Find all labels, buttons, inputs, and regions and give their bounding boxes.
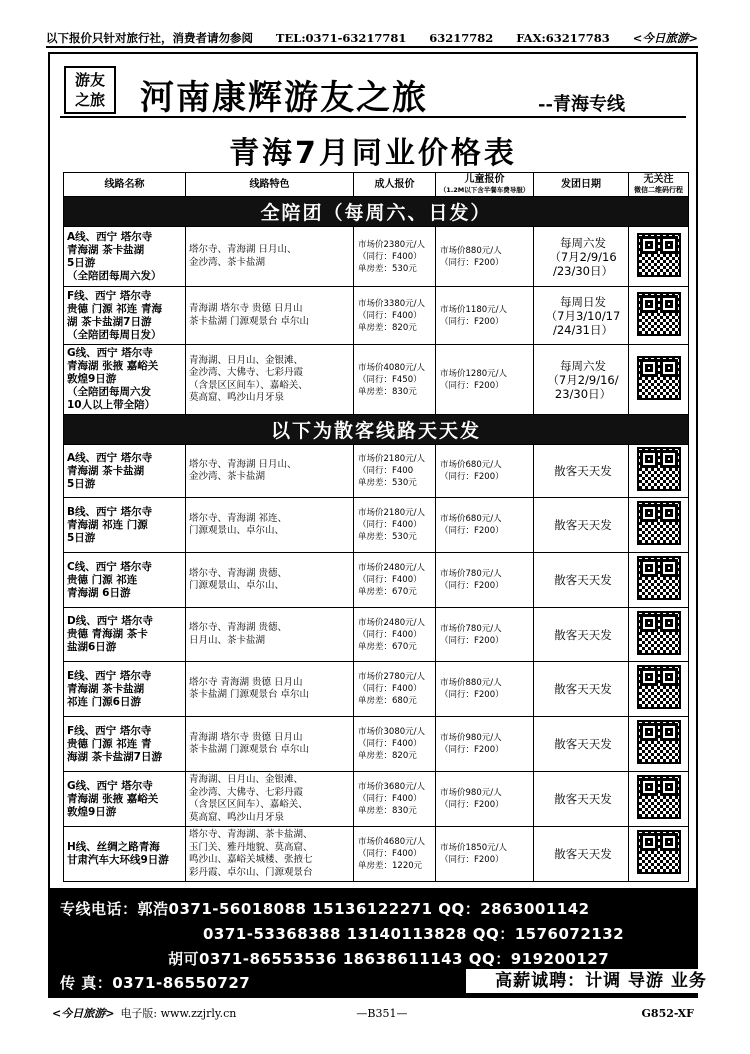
adult-price-line: 市场价2180元/人: [358, 454, 425, 464]
route-feature-line: 莫高窟、鸣沙山月牙泉: [189, 392, 285, 403]
route-name-line: 10人以上带全陪）: [67, 399, 156, 411]
route-name-line: 贵德 门源 祁连: [67, 573, 138, 586]
route-feature: [186, 717, 354, 772]
col-header-child-note: （1.2M以下含半餐车费导服）: [439, 185, 530, 194]
recruit-banner: 高薪诚聘：计调 导游 业务: [466, 969, 736, 993]
child-price-line: 市场价1180元/人: [440, 304, 507, 315]
qr-code-icon[interactable]: [637, 830, 681, 874]
adult-price-line: （同行：F400）: [358, 684, 422, 694]
child-price: [436, 608, 534, 662]
child-price-line: 市场价1850元/人: [440, 843, 507, 853]
col-header-qr: [629, 173, 689, 197]
adult-price-line: （同行：F400）: [358, 310, 422, 321]
route-feature-line: 茶卡盐湖 门源观景台 卓尔山: [189, 744, 310, 755]
qr-code-icon[interactable]: [637, 233, 681, 277]
departure-date: [534, 717, 629, 772]
qr-cell: [629, 553, 689, 608]
route-feature-line: 彩丹霞、卓尔山、门源观景台: [189, 866, 313, 878]
table-row: [64, 553, 689, 608]
route-name-line: （全陪团每周日发）: [67, 328, 162, 341]
adult-price-line: （同行：F400）: [358, 520, 422, 530]
adult-price-line: （同行：F400）: [358, 739, 422, 749]
departure-date: [534, 445, 629, 498]
route-name-line: （全陪团每周六发）: [67, 269, 162, 282]
route-name-line: G线、西宁 塔尔寺: [67, 347, 153, 359]
child-price-line: （同行：F200）: [440, 257, 504, 268]
route-name-line: 5日游: [67, 477, 96, 490]
hotline-label: 专线电话：: [60, 900, 138, 918]
route-name: [64, 717, 186, 772]
route-name: [64, 345, 186, 415]
specialty-label: --青海专线: [538, 94, 625, 115]
route-feature: [186, 608, 354, 662]
qr-cell: [629, 345, 689, 415]
adult-price: [354, 445, 436, 498]
qr-cell: [629, 827, 689, 882]
route-feature-line: 日月山、茶卡盐湖: [189, 634, 266, 646]
adult-price-line: 单房差：670元: [358, 587, 417, 597]
adult-price-line: 单房差：1220元: [358, 861, 423, 871]
departure-date-line: 每周日发: [560, 294, 606, 309]
section-heading-row: [64, 197, 689, 227]
child-price-line: （同行：F200）: [440, 581, 504, 591]
table-row: [64, 772, 689, 827]
table-row: [64, 827, 689, 882]
route-name-line: 5日游: [67, 531, 96, 544]
tel-text: TEL:0371-63217781: [275, 31, 407, 45]
route-feature-line: 玉门关、雅丹地貌、莫高窟、: [189, 841, 313, 853]
child-price-line: 市场价680元/人: [440, 514, 502, 524]
qr-code-icon[interactable]: [637, 720, 681, 764]
section-heading: 全陪团（每周六、日发）: [64, 197, 689, 227]
adult-price-line: 单房差：820元: [358, 751, 417, 761]
adult-price-line: 单房差：820元: [358, 322, 417, 333]
logo-text-top: 游友: [74, 71, 105, 89]
company-logo: [64, 66, 116, 114]
departure-date: [534, 287, 629, 345]
qr-code-icon[interactable]: [637, 611, 681, 655]
qr-cell: [629, 772, 689, 827]
route-name-line: 敦煌9日游: [67, 373, 117, 385]
adult-price: [354, 287, 436, 345]
route-feature-line: 青海湖、日月山、金银滩、: [189, 354, 304, 366]
route-feature: [186, 827, 354, 882]
route-name-line: 海湖 茶卡盐湖7日游: [67, 750, 162, 763]
logo-text-bottom: 之旅: [74, 91, 105, 109]
qr-cell: [629, 662, 689, 717]
departure-date-line: （7月2/9/16/: [547, 372, 619, 387]
route-name-line: 5日游: [67, 256, 96, 269]
adult-price-line: 单房差：670元: [358, 641, 417, 652]
adult-price-line: （同行：F450）: [358, 374, 422, 385]
qr-cell: [629, 608, 689, 662]
fax-text: FAX:63217783: [516, 31, 610, 45]
route-name-line: F线、西宁 塔尔寺: [67, 724, 152, 737]
route-name-line: 湖 茶卡盐湖7日游: [67, 315, 152, 328]
table-row: [64, 445, 689, 498]
route-name-line: （全陪团每周六发: [67, 386, 151, 398]
adult-price-line: （同行：F400）: [358, 849, 422, 859]
route-feature-line: 茶卡盐湖 门源观景台 卓尔山: [189, 315, 310, 327]
departure-date: [534, 662, 629, 717]
child-price-line: 市场价980元/人: [440, 733, 502, 743]
table-row: [64, 608, 689, 662]
adult-price-line: 市场价2480元/人: [358, 563, 425, 573]
col-header-child: [436, 173, 534, 197]
departure-date-line: 每周六发: [560, 235, 606, 250]
child-price: [436, 662, 534, 717]
adult-price-line: 市场价2380元/人: [358, 239, 425, 250]
adult-price-line: （同行：F400）: [358, 575, 422, 585]
table-row: [64, 287, 689, 345]
child-price-line: （同行：F200）: [440, 472, 504, 482]
adult-price: [354, 827, 436, 882]
departure-date: [534, 553, 629, 608]
route-feature-line: 金沙湾、大佛寺、七彩丹霞: [189, 367, 304, 378]
adult-price-line: （同行：F400: [358, 466, 414, 476]
route-feature-line: （含景区区间车）、嘉峪关、: [189, 799, 308, 810]
route-name-line: 贵德 门源 祁连 青海: [67, 302, 162, 315]
route-feature-line: 塔尔寺 青海湖 贵德 日月山: [189, 676, 303, 688]
route-name-line: 青海湖 祁连 门源: [67, 518, 148, 531]
contact-footer: [48, 888, 707, 998]
adult-price-line: 市场价2780元/人: [358, 672, 425, 682]
qr-code-icon[interactable]: [637, 356, 681, 400]
route-name-line: A线、西宁 塔尔寺: [67, 230, 153, 243]
route-feature: [186, 445, 354, 498]
header: [60, 64, 686, 118]
child-price-line: 市场价780元/人: [440, 623, 502, 634]
route-name-line: 贵德 青海湖 茶卡: [67, 628, 148, 640]
departure-date-line: 散客天天发: [554, 573, 612, 587]
route-feature-line: 门源观景山、卓尔山、: [189, 525, 285, 536]
route-name-line: 青海湖 茶卡盐湖: [67, 243, 145, 256]
col-header-adult: 成人报价: [354, 173, 436, 197]
qr-code-icon[interactable]: [637, 501, 681, 545]
route-feature-line: 塔尔寺、青海湖 祁连、: [189, 512, 288, 524]
adult-price-line: 单房差：530元: [358, 478, 417, 488]
col-header-feature: 线路特色: [186, 173, 354, 197]
route-feature-line: 青海湖、日月山、金银滩、: [189, 774, 304, 785]
contact-huke: 胡可0371-86553536 18638611143 QQ：919200127: [168, 950, 610, 968]
child-price-line: （同行：F200）: [440, 855, 504, 865]
adult-price-line: 市场价2180元/人: [358, 508, 425, 518]
adult-price: [354, 772, 436, 827]
departure-date-line: 散客天天发: [554, 737, 612, 751]
departure-date: [534, 827, 629, 882]
col-header-name: 线路名称: [64, 173, 186, 197]
adult-price-line: 市场价2480元/人: [358, 617, 425, 628]
contact-line2: 0371-53368388 13140113828 QQ：1576072132: [203, 925, 625, 943]
table-row: [64, 227, 689, 287]
route-feature-line: 茶卡盐湖 门源观景台 卓尔山: [189, 689, 310, 700]
page-title: 青海7月同业价格表: [229, 136, 517, 171]
route-name-line: 青海湖 6日游: [67, 586, 131, 599]
departure-date-line: /24/31日）: [552, 322, 613, 337]
qr-code-icon[interactable]: [637, 292, 681, 336]
adult-price-line: 单房差：680元: [358, 696, 417, 706]
table-row: [64, 662, 689, 717]
child-price: [436, 717, 534, 772]
route-name: [64, 445, 186, 498]
route-feature: [186, 772, 354, 827]
route-name: [64, 827, 186, 882]
route-name-line: A线、西宁 塔尔寺: [67, 451, 153, 464]
adult-price: [354, 662, 436, 717]
departure-date-line: （7月2/9/16: [549, 249, 617, 264]
route-name-line: 敦煌9日游: [67, 805, 117, 818]
adult-price: [354, 498, 436, 553]
tel2-text: 63217782: [429, 31, 494, 45]
adult-price-line: （同行：F400）: [358, 629, 422, 640]
child-price: [436, 227, 534, 287]
route-feature-line: 鸣沙山、嘉峪关城楼、张掖七: [189, 854, 313, 865]
route-name: [64, 553, 186, 608]
route-feature-line: 青海湖 塔尔寺 贵德 日月山: [189, 731, 303, 743]
adult-price-line: （同行：F400）: [358, 251, 422, 262]
fax-number: 0371-86550727: [112, 974, 251, 992]
route-name-line: G线、西宁 塔尔寺: [67, 779, 153, 792]
adult-price-line: 市场价3380元/人: [358, 298, 425, 309]
route-name: [64, 772, 186, 827]
route-name-line: 贵德 门源 祁连 青: [67, 737, 152, 750]
qr-cell: [629, 227, 689, 287]
bottom-bar: [48, 1002, 698, 1024]
route-name-line: F线、西宁 塔尔寺: [67, 289, 152, 302]
departure-date-line: 散客天天发: [554, 682, 612, 696]
adult-price-line: 单房差：530元: [358, 532, 417, 542]
child-price-line: 市场价680元/人: [440, 460, 502, 470]
departure-date: [534, 498, 629, 553]
route-feature-line: 门源观景山、卓尔山、: [189, 580, 285, 591]
adult-price: [354, 345, 436, 415]
table-header-row: [64, 173, 689, 197]
route-name: [64, 662, 186, 717]
route-name-line: B线、西宁 塔尔寺: [67, 505, 153, 518]
child-price: [436, 498, 534, 553]
departure-date: [534, 227, 629, 287]
child-price: [436, 827, 534, 882]
issue-code: G852-XF: [641, 1006, 694, 1020]
route-name-line: 祁连 门源6日游: [67, 695, 141, 708]
child-price: [436, 445, 534, 498]
col-header-child-label: 儿童报价: [464, 173, 505, 185]
route-name: [64, 287, 186, 345]
table-row: [64, 498, 689, 553]
route-feature: [186, 287, 354, 345]
route-feature-line: 金沙湾、茶卡盐湖: [189, 471, 266, 482]
departure-date-line: 散客天天发: [554, 518, 612, 532]
child-price-line: 市场价880元/人: [440, 245, 502, 256]
departure-date-line: 23/30日）: [554, 386, 612, 401]
child-price-line: （同行：F200）: [440, 635, 504, 646]
adult-price-line: 市场价3680元/人: [358, 782, 425, 792]
adult-price-line: 市场价4080元/人: [358, 362, 425, 373]
route-name: [64, 227, 186, 287]
child-price-line: 市场价780元/人: [440, 569, 502, 579]
route-name-line: 盐湖6日游: [67, 641, 117, 653]
departure-date: [534, 345, 629, 415]
route-feature-line: 莫高窟、鸣沙山月牙泉: [189, 811, 285, 823]
contact-guohao: 郭浩0371-56018088 15136122271 QQ：2863001142: [137, 900, 590, 918]
col-header-qr-line2: 微信二维码行程: [634, 185, 683, 194]
notice-text: 以下报价只针对旅行社，消费者请勿参阅: [46, 31, 253, 45]
adult-price-line: 单房差：530元: [358, 263, 417, 274]
adult-price-line: （同行：F400）: [358, 794, 422, 804]
route-name-line: 青海湖 张掖 嘉峪关: [67, 360, 159, 372]
departure-date-line: 散客天天发: [554, 847, 612, 861]
fax-label: 传 真：: [60, 974, 113, 992]
adult-price: [354, 717, 436, 772]
adult-price: [354, 553, 436, 608]
route-feature-line: 塔尔寺、青海湖 日月山、: [189, 458, 297, 470]
route-feature: [186, 498, 354, 553]
page-number: —B351—: [356, 1006, 408, 1020]
top-notice-bar: [46, 30, 698, 48]
departure-date-line: 散客天天发: [554, 627, 612, 642]
child-price-line: （同行：F200）: [440, 526, 504, 536]
route-feature-line: 金沙湾、大佛寺、七彩丹霞: [189, 786, 304, 798]
child-price-line: 市场价980元/人: [440, 788, 502, 798]
adult-price-line: 市场价4680元/人: [358, 837, 425, 847]
qr-cell: [629, 445, 689, 498]
section-heading-row: [64, 415, 689, 445]
qr-code-icon[interactable]: [637, 665, 681, 709]
route-name-line: D线、西宁 塔尔寺: [67, 615, 153, 627]
route-feature-line: 塔尔寺、青海湖 贵德、: [189, 622, 288, 633]
table-row: [64, 345, 689, 415]
table-row: [64, 717, 689, 772]
child-price-line: 市场价1280元/人: [440, 368, 507, 379]
child-price-line: 市场价880元/人: [440, 678, 502, 688]
route-name-line: H线、丝绸之路青海: [67, 841, 160, 853]
route-feature-line: （含景区区间车）、嘉峪关、: [189, 379, 308, 391]
route-name-line: 青海湖 茶卡盐湖: [67, 464, 145, 477]
departure-date-line: 散客天天发: [554, 464, 612, 478]
section-heading: 以下为散客线路天天发: [64, 415, 689, 445]
adult-price-line: 单房差：830元: [358, 386, 417, 397]
adult-price-line: 市场价3080元/人: [358, 727, 425, 737]
col-header-date: 发团日期: [534, 173, 629, 197]
route-name-line: E线、西宁 塔尔寺: [67, 669, 152, 682]
route-feature: [186, 345, 354, 415]
route-feature: [186, 662, 354, 717]
departure-date-line: 散客天天发: [554, 792, 612, 806]
route-name: [64, 498, 186, 553]
adult-price-line: 单房差：830元: [358, 806, 417, 816]
adult-price: [354, 227, 436, 287]
adult-price: [354, 608, 436, 662]
route-name-line: 青海湖 张掖 嘉峪关: [67, 792, 159, 805]
departure-date-line: （7月3/10/17: [545, 308, 621, 323]
departure-date-line: /23/30日）: [552, 263, 613, 278]
col-header-qr-line1: 无关注: [643, 173, 674, 185]
qr-cell: [629, 287, 689, 345]
child-price: [436, 287, 534, 345]
route-feature: [186, 227, 354, 287]
departure-date: [534, 772, 629, 827]
child-price: [436, 553, 534, 608]
qr-cell: [629, 717, 689, 772]
company-name: 河南康辉游友之旅: [140, 78, 428, 118]
qr-code-icon[interactable]: [637, 447, 681, 491]
route-name: [64, 608, 186, 662]
departure-date: [534, 608, 629, 662]
child-price: [436, 772, 534, 827]
qr-code-icon[interactable]: [637, 775, 681, 819]
route-name-line: 甘肃汽车大环线9日游: [67, 854, 169, 866]
website-link[interactable]: 电子版: www.zzjrly.cn: [120, 1007, 237, 1020]
route-feature-line: 塔尔寺、青海湖、茶卡盐湖、: [189, 829, 313, 840]
qr-cell: [629, 498, 689, 553]
qr-code-icon[interactable]: [637, 556, 681, 600]
child-price-line: （同行：F200）: [440, 800, 504, 810]
route-feature-line: 塔尔寺、青海湖 贵德、: [189, 567, 288, 579]
route-feature-line: 青海湖 塔尔寺 贵德 日月山: [189, 303, 303, 314]
child-price-line: （同行：F200）: [440, 316, 504, 327]
route-feature-line: 金沙湾、茶卡盐湖: [189, 256, 266, 268]
departure-date-line: 每周六发: [560, 358, 606, 373]
child-price: [436, 345, 534, 415]
child-price-line: （同行：F200）: [440, 380, 504, 391]
bottom-magazine: <今日旅游>: [52, 1007, 115, 1020]
magazine-name: <今日旅游>: [632, 31, 698, 45]
child-price-line: （同行：F200）: [440, 745, 504, 755]
child-price-line: （同行：F200）: [440, 690, 504, 700]
route-feature-line: 塔尔寺、青海湖 日月山、: [189, 244, 297, 255]
route-feature: [186, 553, 354, 608]
route-name-line: C线、西宁 塔尔寺: [67, 560, 152, 573]
price-table: [63, 172, 688, 882]
route-name-line: 青海湖 茶卡盐湖: [67, 682, 145, 695]
